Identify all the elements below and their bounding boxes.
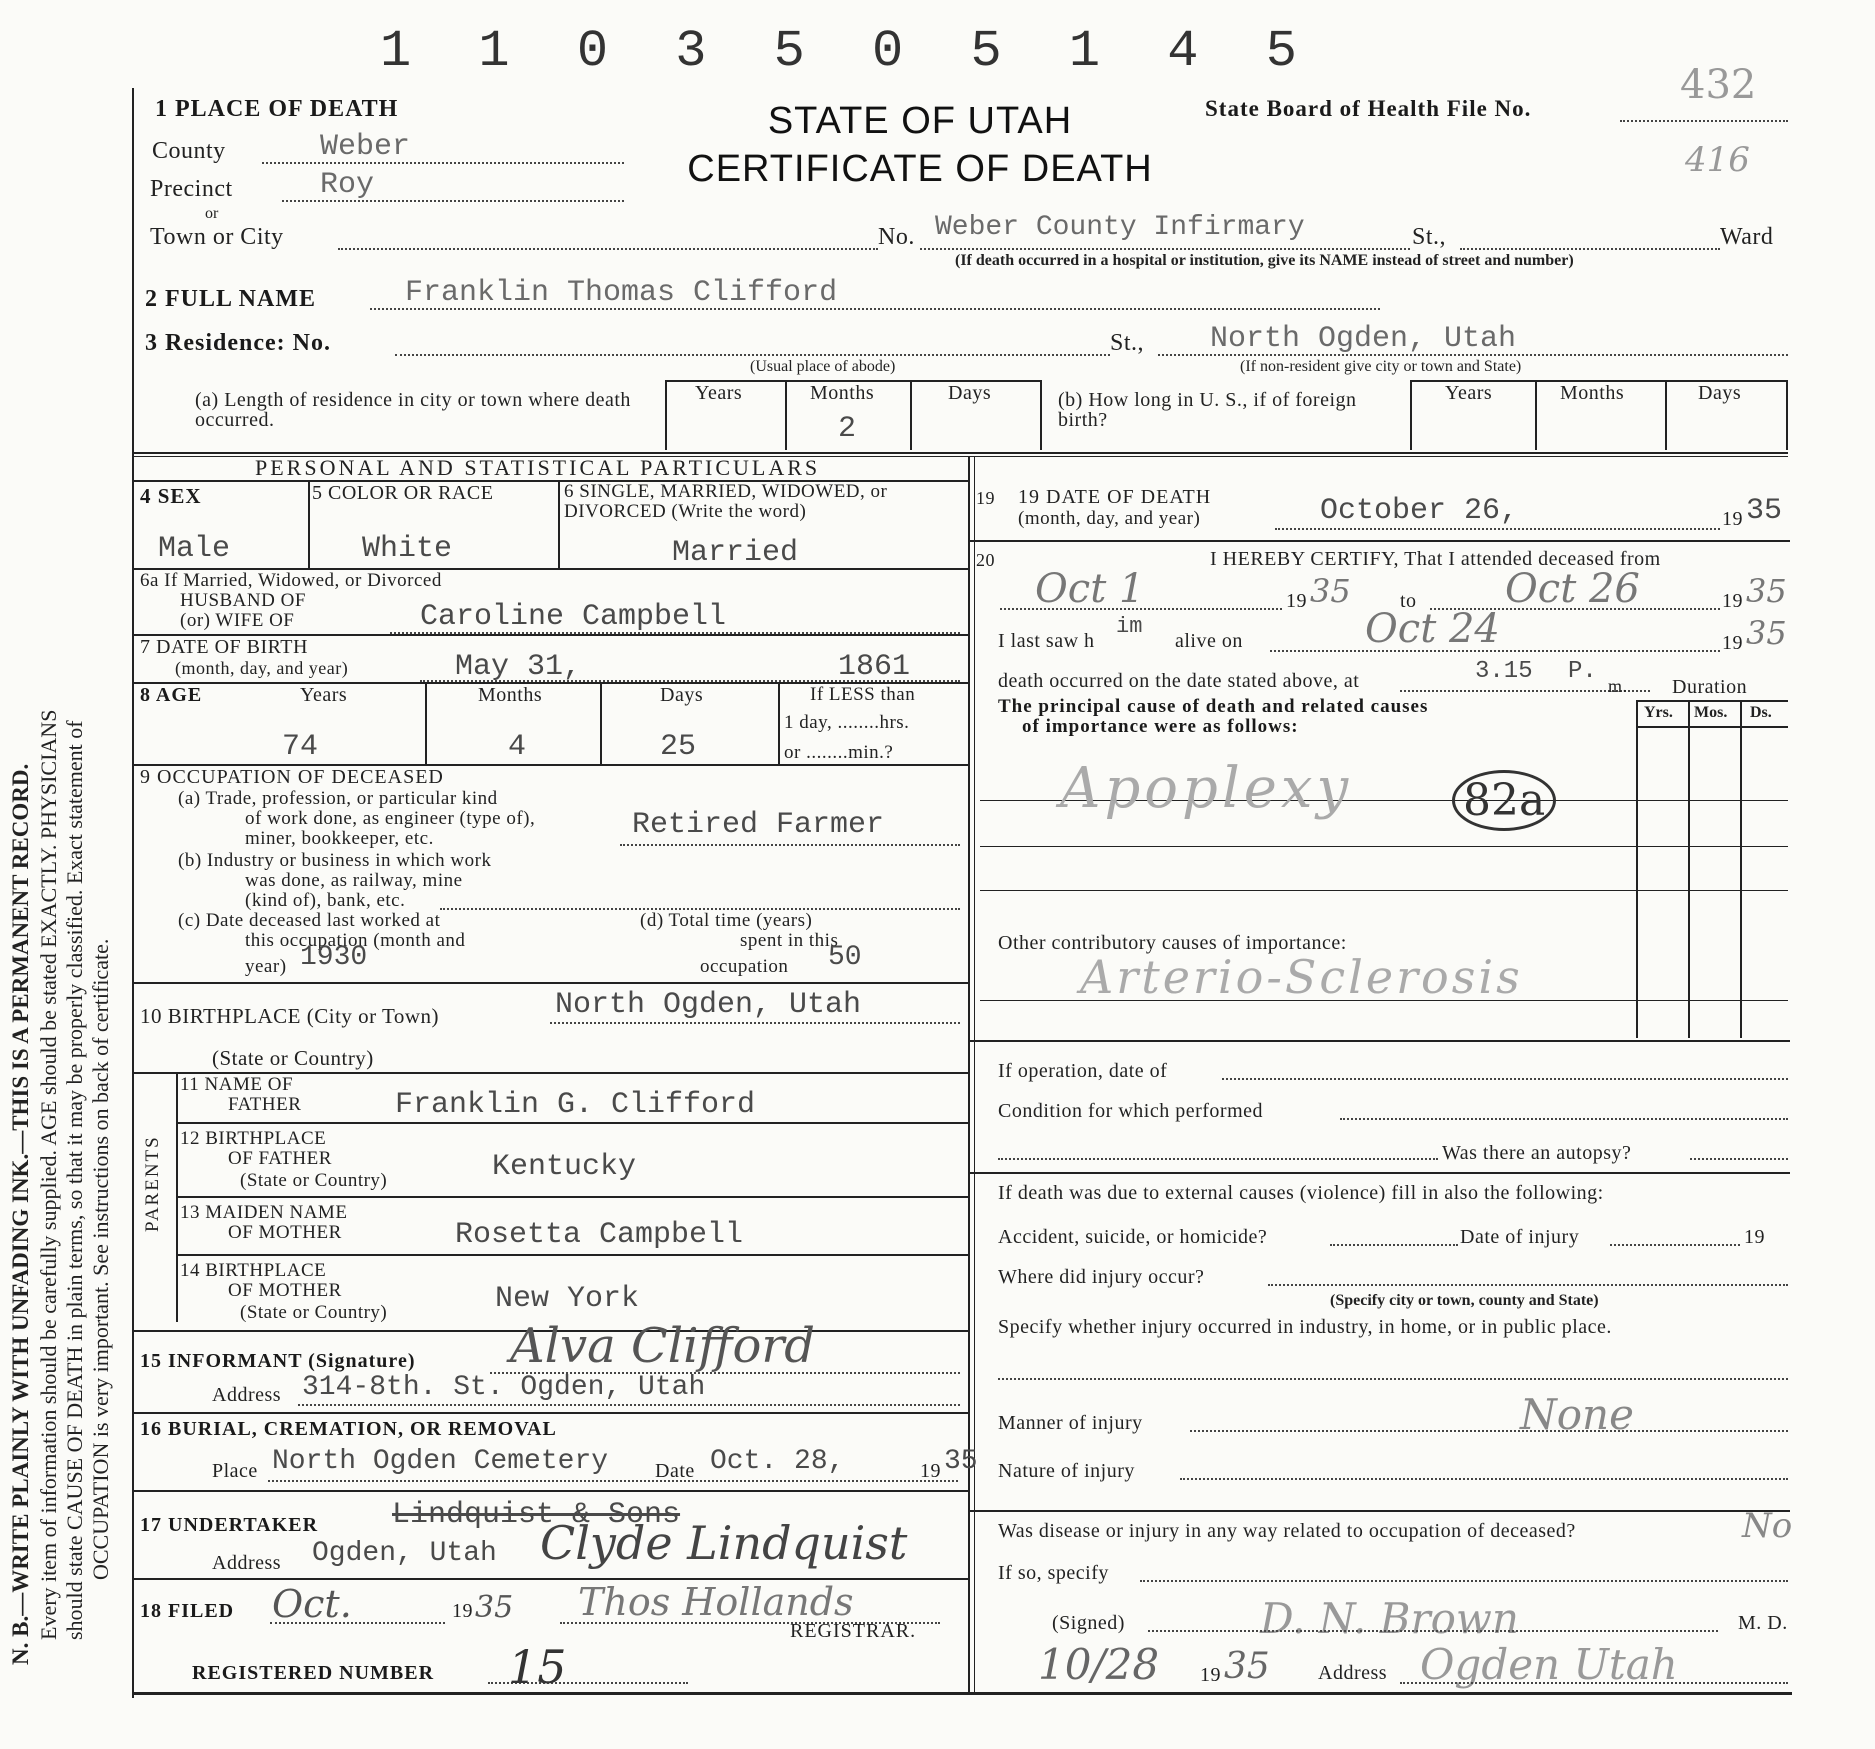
informant-address-label: Address	[212, 1384, 282, 1406]
sex-label: 4 SEX	[140, 484, 202, 508]
burial-label: 16 BURIAL, CREMATION, OR REMOVAL	[140, 1418, 557, 1440]
signed-address-label: Address	[1318, 1662, 1388, 1684]
margin-note-3: should state CAUSE OF DEATH in plain terms, so that it may be properly classified. Exact statement of	[62, 720, 87, 1640]
accident-label: Accident, suicide, or homicide?	[998, 1226, 1268, 1248]
registrar-signature: Thos Hollands	[578, 1580, 854, 1624]
death-date-num: 19	[976, 488, 995, 508]
precinct-label: Precinct	[150, 176, 233, 202]
age-months-value: 4	[508, 730, 527, 764]
specify-label: Specify whether injury occurred in industry, in home, or in public place.	[998, 1316, 1612, 1338]
operation-date-label: If operation, date of	[998, 1060, 1168, 1082]
occ-b3: (kind of), bank, etc.	[245, 890, 406, 911]
parents-side-label: PARENTS	[142, 1135, 163, 1232]
res-days-label: Days	[948, 382, 992, 404]
occupation-label: 9 OCCUPATION OF DECEASED	[140, 766, 444, 788]
undertaker-signature: Clyde Lindquist	[540, 1516, 908, 1570]
sex-value: Male	[158, 532, 231, 566]
ward-label: Ward	[1720, 224, 1774, 250]
file-no-value: 432	[1680, 62, 1757, 108]
margin-note-4: OCCUPATION is very important. See instructions on back of certificate.	[88, 938, 113, 1580]
last-worked-value: 1930	[300, 942, 368, 973]
mother-bp-label-3: (State or Country)	[240, 1302, 388, 1323]
if-so-label: If so, specify	[998, 1562, 1109, 1584]
physician-signature: D. N. Brown	[1260, 1594, 1519, 1643]
last-saw-year-prefix: 19	[1722, 632, 1743, 654]
no-label: No.	[878, 224, 915, 250]
registrar-label: REGISTRAR.	[790, 1620, 917, 1642]
from-year-prefix: 19	[1286, 590, 1307, 612]
occupation-answer: No	[1742, 1506, 1793, 1546]
occ-d3: occupation	[700, 956, 789, 977]
burial-date: Oct. 28,	[710, 1446, 845, 1477]
undertaker-address: Ogden, Utah	[312, 1538, 497, 1569]
nature-label: Nature of injury	[998, 1460, 1135, 1482]
occ-a1: (a) Trade, profession, or particular kind	[178, 788, 498, 809]
last-saw-date: Oct 24	[1365, 606, 1500, 652]
mother-label-1: 13 MAIDEN NAME	[180, 1202, 348, 1223]
undertaker-address-label: Address	[212, 1552, 282, 1574]
age-days-value: 25	[660, 730, 697, 764]
father-label-2: FATHER	[228, 1094, 302, 1115]
filed-month: Oct.	[272, 1582, 352, 1626]
father-bp-label-3: (State or Country)	[240, 1170, 388, 1191]
attended-from: Oct 1	[1035, 566, 1145, 612]
age-years-label: Years	[300, 684, 348, 706]
attended-to: Oct 26	[1505, 566, 1640, 612]
res-months-value: 2	[838, 412, 857, 446]
from-year: 35	[1310, 572, 1351, 610]
father-name: Franklin G. Clifford	[395, 1088, 756, 1122]
father-bp-label-1: 12 BIRTHPLACE	[180, 1128, 327, 1149]
age-days-label: Days	[660, 684, 704, 706]
dur-mos: Mos.	[1694, 704, 1728, 721]
informant-signature: Alva Clifford	[510, 1318, 816, 1374]
occ-d1: (d) Total time (years)	[640, 910, 813, 931]
residence-length-label: (a) Length of residence in city or town where death occurred.	[195, 389, 631, 431]
dur-yrs: Yrs.	[1644, 704, 1673, 721]
spouse-value: Caroline Campbell	[420, 600, 727, 634]
occ-b2: was done, as railway, mine	[245, 870, 463, 891]
external-intro: If death was due to external causes (violence) fill in also the following:	[998, 1182, 1604, 1204]
dob-label: 7 DATE OF BIRTH	[140, 636, 308, 658]
age-less-3: or ........min.?	[784, 742, 894, 763]
signed-year: 35	[1224, 1646, 1270, 1687]
residence-label: 3 Residence: No.	[145, 330, 331, 356]
st-label: St.,	[1412, 224, 1447, 250]
burial-place-label: Place	[212, 1460, 258, 1482]
to-year-prefix: 19	[1722, 590, 1743, 612]
us-days-label: Days	[1698, 382, 1742, 404]
dob-year: 1861	[838, 650, 911, 684]
father-label-1: 11 NAME OF	[180, 1074, 294, 1095]
us-months-label: Months	[1560, 382, 1625, 404]
age-months-label: Months	[478, 684, 543, 706]
age-less-1: If LESS than	[810, 684, 916, 705]
last-saw-label: I last saw h	[998, 630, 1095, 652]
column-divider	[968, 456, 970, 1692]
dur-ds: Ds.	[1750, 704, 1772, 721]
foreign-length-label: (b) How long in U. S., if of foreign birth?	[1058, 389, 1357, 431]
mother-bp-label-2: OF MOTHER	[228, 1280, 342, 1301]
manner-value: None	[1520, 1390, 1634, 1439]
death-occurred-label: death occurred on the date stated above, at	[998, 670, 1360, 692]
serial-number: 1 1 0 3 5 0 5 1 4 5	[380, 22, 1315, 81]
primary-cause: Apoplexy	[1060, 756, 1353, 821]
occ-c3: year)	[245, 956, 287, 977]
spouse-label-2: HUSBAND OF	[180, 590, 306, 611]
father-bp-label-2: OF FATHER	[228, 1148, 332, 1169]
marital-label: 6 SINGLE, MARRIED, WIDOWED, or DIVORCED (Write the word)	[564, 481, 888, 522]
death-date-value: October 26,	[1320, 494, 1519, 528]
last-saw-year: 35	[1746, 614, 1787, 652]
to-label: to	[1400, 590, 1417, 612]
res-months-label: Months	[810, 382, 875, 404]
autopsy-label: Was there an autopsy?	[1442, 1142, 1632, 1164]
birthplace-value: North Ogden, Utah	[555, 988, 862, 1022]
occupation-question: Was disease or injury in any way related to occupation of deceased?	[998, 1520, 1576, 1542]
mother-name: Rosetta Campbell	[455, 1218, 744, 1252]
injury-date-label: Date of injury	[1460, 1226, 1580, 1248]
precinct-value: Roy	[320, 168, 375, 202]
signed-label: (Signed)	[1052, 1612, 1125, 1634]
father-birthplace: Kentucky	[492, 1150, 637, 1184]
to-year: 35	[1746, 572, 1787, 610]
dob-sub: (month, day, and year)	[175, 658, 349, 678]
age-years-value: 74	[282, 730, 319, 764]
res-years-label: Years	[695, 382, 743, 404]
death-year-prefix: 19	[1722, 508, 1743, 530]
file-no-note: 416	[1685, 140, 1750, 180]
bottom-border	[132, 1692, 1792, 1695]
informant-label: 15 INFORMANT (Signature)	[140, 1350, 416, 1372]
spouse-label-3: (or) WIFE OF	[180, 610, 295, 631]
registered-label: REGISTERED NUMBER	[192, 1662, 435, 1684]
section-place-of-death: 1 PLACE OF DEATH	[155, 96, 399, 122]
filed-year-prefix: 19	[452, 1600, 473, 1622]
county-value: Weber	[320, 130, 411, 164]
burial-year: 35	[944, 1446, 978, 1477]
spouse-label-1: 6a If Married, Widowed, or Divorced	[140, 570, 442, 591]
town-label: Town or City	[150, 224, 284, 250]
full-name-value: Franklin Thomas Clifford	[405, 276, 838, 310]
death-date-label: 19 DATE OF DEATH	[1018, 486, 1212, 508]
birthplace-state-label: (State or Country)	[212, 1046, 374, 1070]
dob-value: May 31,	[455, 650, 582, 684]
occ-c1: (c) Date deceased last worked at	[178, 910, 441, 931]
residence-note-1: (Usual place of abode)	[750, 358, 896, 375]
occ-a2: of work done, as engineer (type of),	[245, 808, 536, 829]
signed-date: 10/28	[1038, 1640, 1160, 1689]
death-date-sub: (month, day, and year)	[1018, 508, 1201, 529]
informant-address: 314-8th. St. Ogden, Utah	[302, 1372, 706, 1403]
undertaker-label: 17 UNDERTAKER	[140, 1514, 319, 1536]
age-label: 8 AGE	[140, 684, 203, 706]
burial-date-label: Date	[655, 1460, 695, 1482]
operation-condition-label: Condition for which performed	[998, 1100, 1263, 1122]
left-border	[132, 88, 134, 1698]
last-saw-him: im	[1116, 614, 1143, 639]
margin-note-2: Every item of information should be carefully supplied. AGE should be stated EXACTLY. PHYSICIANS	[36, 709, 61, 1640]
other-causes-label: Other contributory causes of importance:	[998, 932, 1347, 954]
filed-year: 35	[475, 1590, 514, 1625]
mother-birthplace: New York	[495, 1282, 640, 1316]
undertaker-name: Lindquist & Sons	[392, 1498, 681, 1532]
certify-line1: I HEREBY CERTIFY, That I attended deceased from	[1210, 548, 1661, 570]
marital-value: Married	[672, 536, 799, 570]
md-label: M. D.	[1738, 1612, 1788, 1634]
where-note: (Specify city or town, county and State)	[1330, 1292, 1599, 1309]
cause-intro-1: The principal cause of death and related causes	[998, 696, 1429, 717]
m-label: m.	[1608, 676, 1628, 696]
full-name-label: 2 FULL NAME	[145, 286, 317, 312]
occ-c2: this occupation (month and	[245, 930, 466, 951]
county-label: County	[152, 138, 226, 164]
signed-address: Ogden Utah	[1420, 1640, 1678, 1689]
occupation-value: Retired Farmer	[632, 808, 885, 842]
residence-note-2: (If non-resident give city or town and State)	[1240, 358, 1522, 375]
age-less-2: 1 day, ........hrs.	[784, 712, 910, 733]
margin-note-1: N. B.—WRITE PLAINLY WITH UNFADING INK.—THIS IS A PERMANENT RECORD.	[8, 763, 33, 1665]
burial-place: North Ogden Cemetery	[272, 1446, 609, 1477]
race-value: White	[362, 532, 453, 566]
residence-value: North Ogden, Utah	[1210, 322, 1517, 356]
death-time: 3.15	[1475, 658, 1533, 685]
occ-d2: spent in this	[740, 930, 839, 951]
file-no-label: State Board of Health File No.	[1205, 96, 1532, 121]
institution-value: Weber County Infirmary	[935, 212, 1305, 243]
burial-year-prefix: 19	[920, 1460, 941, 1482]
manner-label: Manner of injury	[998, 1412, 1143, 1434]
or-label: or	[205, 205, 219, 222]
us-years-label: Years	[1445, 382, 1493, 404]
occ-b1: (b) Industry or business in which work	[178, 850, 492, 871]
race-label: 5 COLOR OR RACE	[312, 482, 494, 504]
registered-number: 15	[508, 1640, 567, 1694]
personal-header: PERSONAL AND STATISTICAL PARTICULARS	[255, 455, 821, 480]
mother-bp-label-1: 14 BIRTHPLACE	[180, 1260, 327, 1281]
alive-on-label: alive on	[1175, 630, 1243, 652]
cause-intro-2: of importance were as follows:	[1022, 716, 1299, 737]
certify-num: 20	[976, 550, 995, 570]
institution-note: (If death occurred in a hospital or institution, give its NAME instead of street and number)	[955, 252, 1574, 269]
where-label: Where did injury occur?	[998, 1266, 1205, 1288]
birthplace-label: 10 BIRTHPLACE (City or Town)	[140, 1004, 440, 1028]
title-state: STATE OF UTAH	[767, 100, 1073, 142]
residence-st-label: St.,	[1110, 330, 1145, 356]
cause-code: 82a	[1452, 770, 1556, 831]
title-certificate: CERTIFICATE OF DEATH	[687, 148, 1153, 190]
occ-a3: miner, bookkeeper, etc.	[245, 828, 434, 849]
duration-label: Duration	[1672, 676, 1748, 698]
death-year: 35	[1746, 494, 1783, 528]
total-time-value: 50	[828, 942, 862, 973]
death-time-p: P.	[1568, 658, 1597, 685]
filed-label: 18 FILED	[140, 1600, 235, 1622]
injury-year-prefix: 19	[1744, 1226, 1765, 1248]
other-cause: Arterio-Sclerosis	[1080, 950, 1523, 1004]
signed-year-prefix: 19	[1200, 1664, 1221, 1686]
mother-label-2: OF MOTHER	[228, 1222, 342, 1243]
